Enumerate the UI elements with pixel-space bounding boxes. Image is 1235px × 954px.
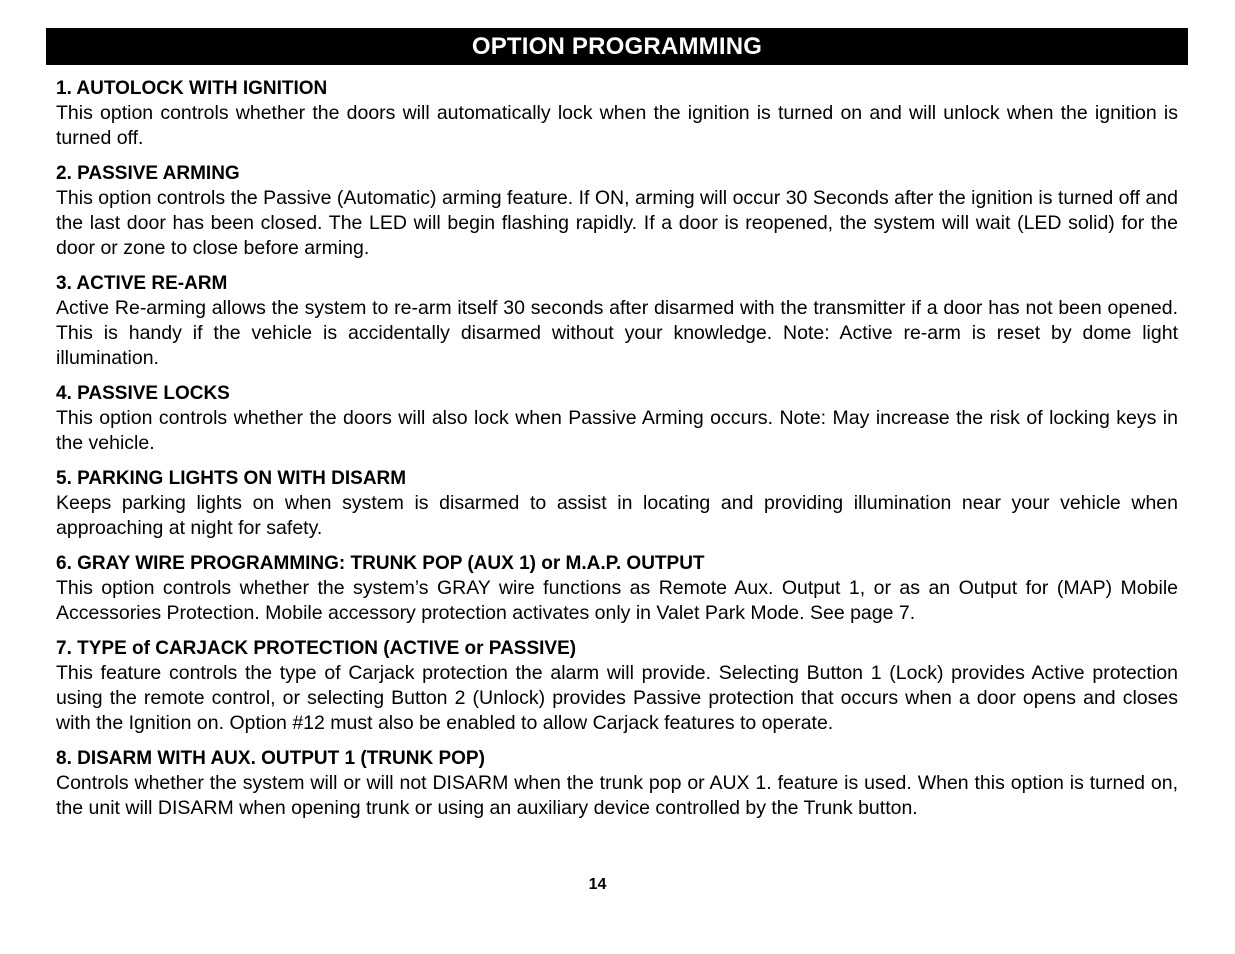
option-description: Active Re-arming allows the system to re-arm itself 30 seconds after disarmed with the transmitter if a door has not been opened. This is handy if the vehicle is accidentally disarmed without your knowledge. Note: Active re-arm is reset by dome light illumination.	[56, 297, 1178, 369]
option-heading: 1. AUTOLOCK WITH IGNITION	[56, 78, 328, 99]
option-section-8	[56, 746, 1178, 821]
option-section-3	[56, 271, 1178, 371]
option-heading: 5. PARKING LIGHTS ON WITH DISARM	[56, 468, 407, 489]
option-heading: 4. PASSIVE LOCKS	[56, 383, 230, 404]
option-heading: 3. ACTIVE RE-ARM	[56, 273, 228, 294]
option-heading: 8. DISARM WITH AUX. OUTPUT 1 (TRUNK POP)	[56, 748, 485, 769]
option-description: This feature controls the type of Carjack protection the alarm will provide. Selecting Button 1 (Lock) provides Active protection using the remote control, or selecting Button 2 (Unlock) provides Passive protection that occurs when a door opens and closes with the Ignition on. Option #12 must also be enabled to allow Carjack features to operate.	[56, 662, 1178, 734]
option-heading: 6. GRAY WIRE PROGRAMMING: TRUNK POP (AUX 1) or M.A.P. OUTPUT	[56, 553, 705, 574]
option-description: This option controls whether the doors will also lock when Passive Arming occurs. Note: May increase the risk of locking keys in the vehicle.	[56, 407, 1178, 454]
option-description: This option controls whether the doors will automatically lock when the ignition is turned on and will unlock when the ignition is turned off.	[56, 102, 1178, 149]
option-section-4	[56, 381, 1178, 456]
option-section-6	[56, 551, 1178, 626]
option-section-1	[56, 76, 1178, 151]
option-description: This option controls whether the system’s GRAY wire functions as Remote Aux. Output 1, or as an Output for (MAP) Mobile Accessories Protection. Mobile accessory protection activates only in Valet Park Mode. See page 7.	[56, 577, 1178, 624]
page-number: 14	[588, 876, 607, 893]
option-heading: 7. TYPE of CARJACK PROTECTION (ACTIVE or PASSIVE)	[56, 638, 577, 659]
option-description: Keeps parking lights on when system is disarmed to assist in locating and providing illumination near your vehicle when approaching at night for safety.	[56, 492, 1178, 539]
option-description: Controls whether the system will or will not DISARM when the trunk pop or AUX 1. feature is used. When this option is turned on, the unit will DISARM when opening trunk or using an auxiliary device controlled by the Trunk button.	[56, 772, 1178, 819]
option-section-7	[56, 636, 1178, 736]
options-list	[56, 76, 1178, 831]
option-heading: 2. PASSIVE ARMING	[56, 163, 240, 184]
page-title: OPTION PROGRAMMING	[46, 28, 1188, 65]
option-description: This option controls the Passive (Automatic) arming feature. If ON, arming will occur 30 Seconds after the ignition is turned off and the last door has been closed. The LED will begin flashing rapidly. If a door is reopened, the system will wait (LED solid) for the door or zone to close before arming.	[56, 187, 1178, 259]
option-section-2	[56, 161, 1178, 261]
option-section-5	[56, 466, 1178, 541]
